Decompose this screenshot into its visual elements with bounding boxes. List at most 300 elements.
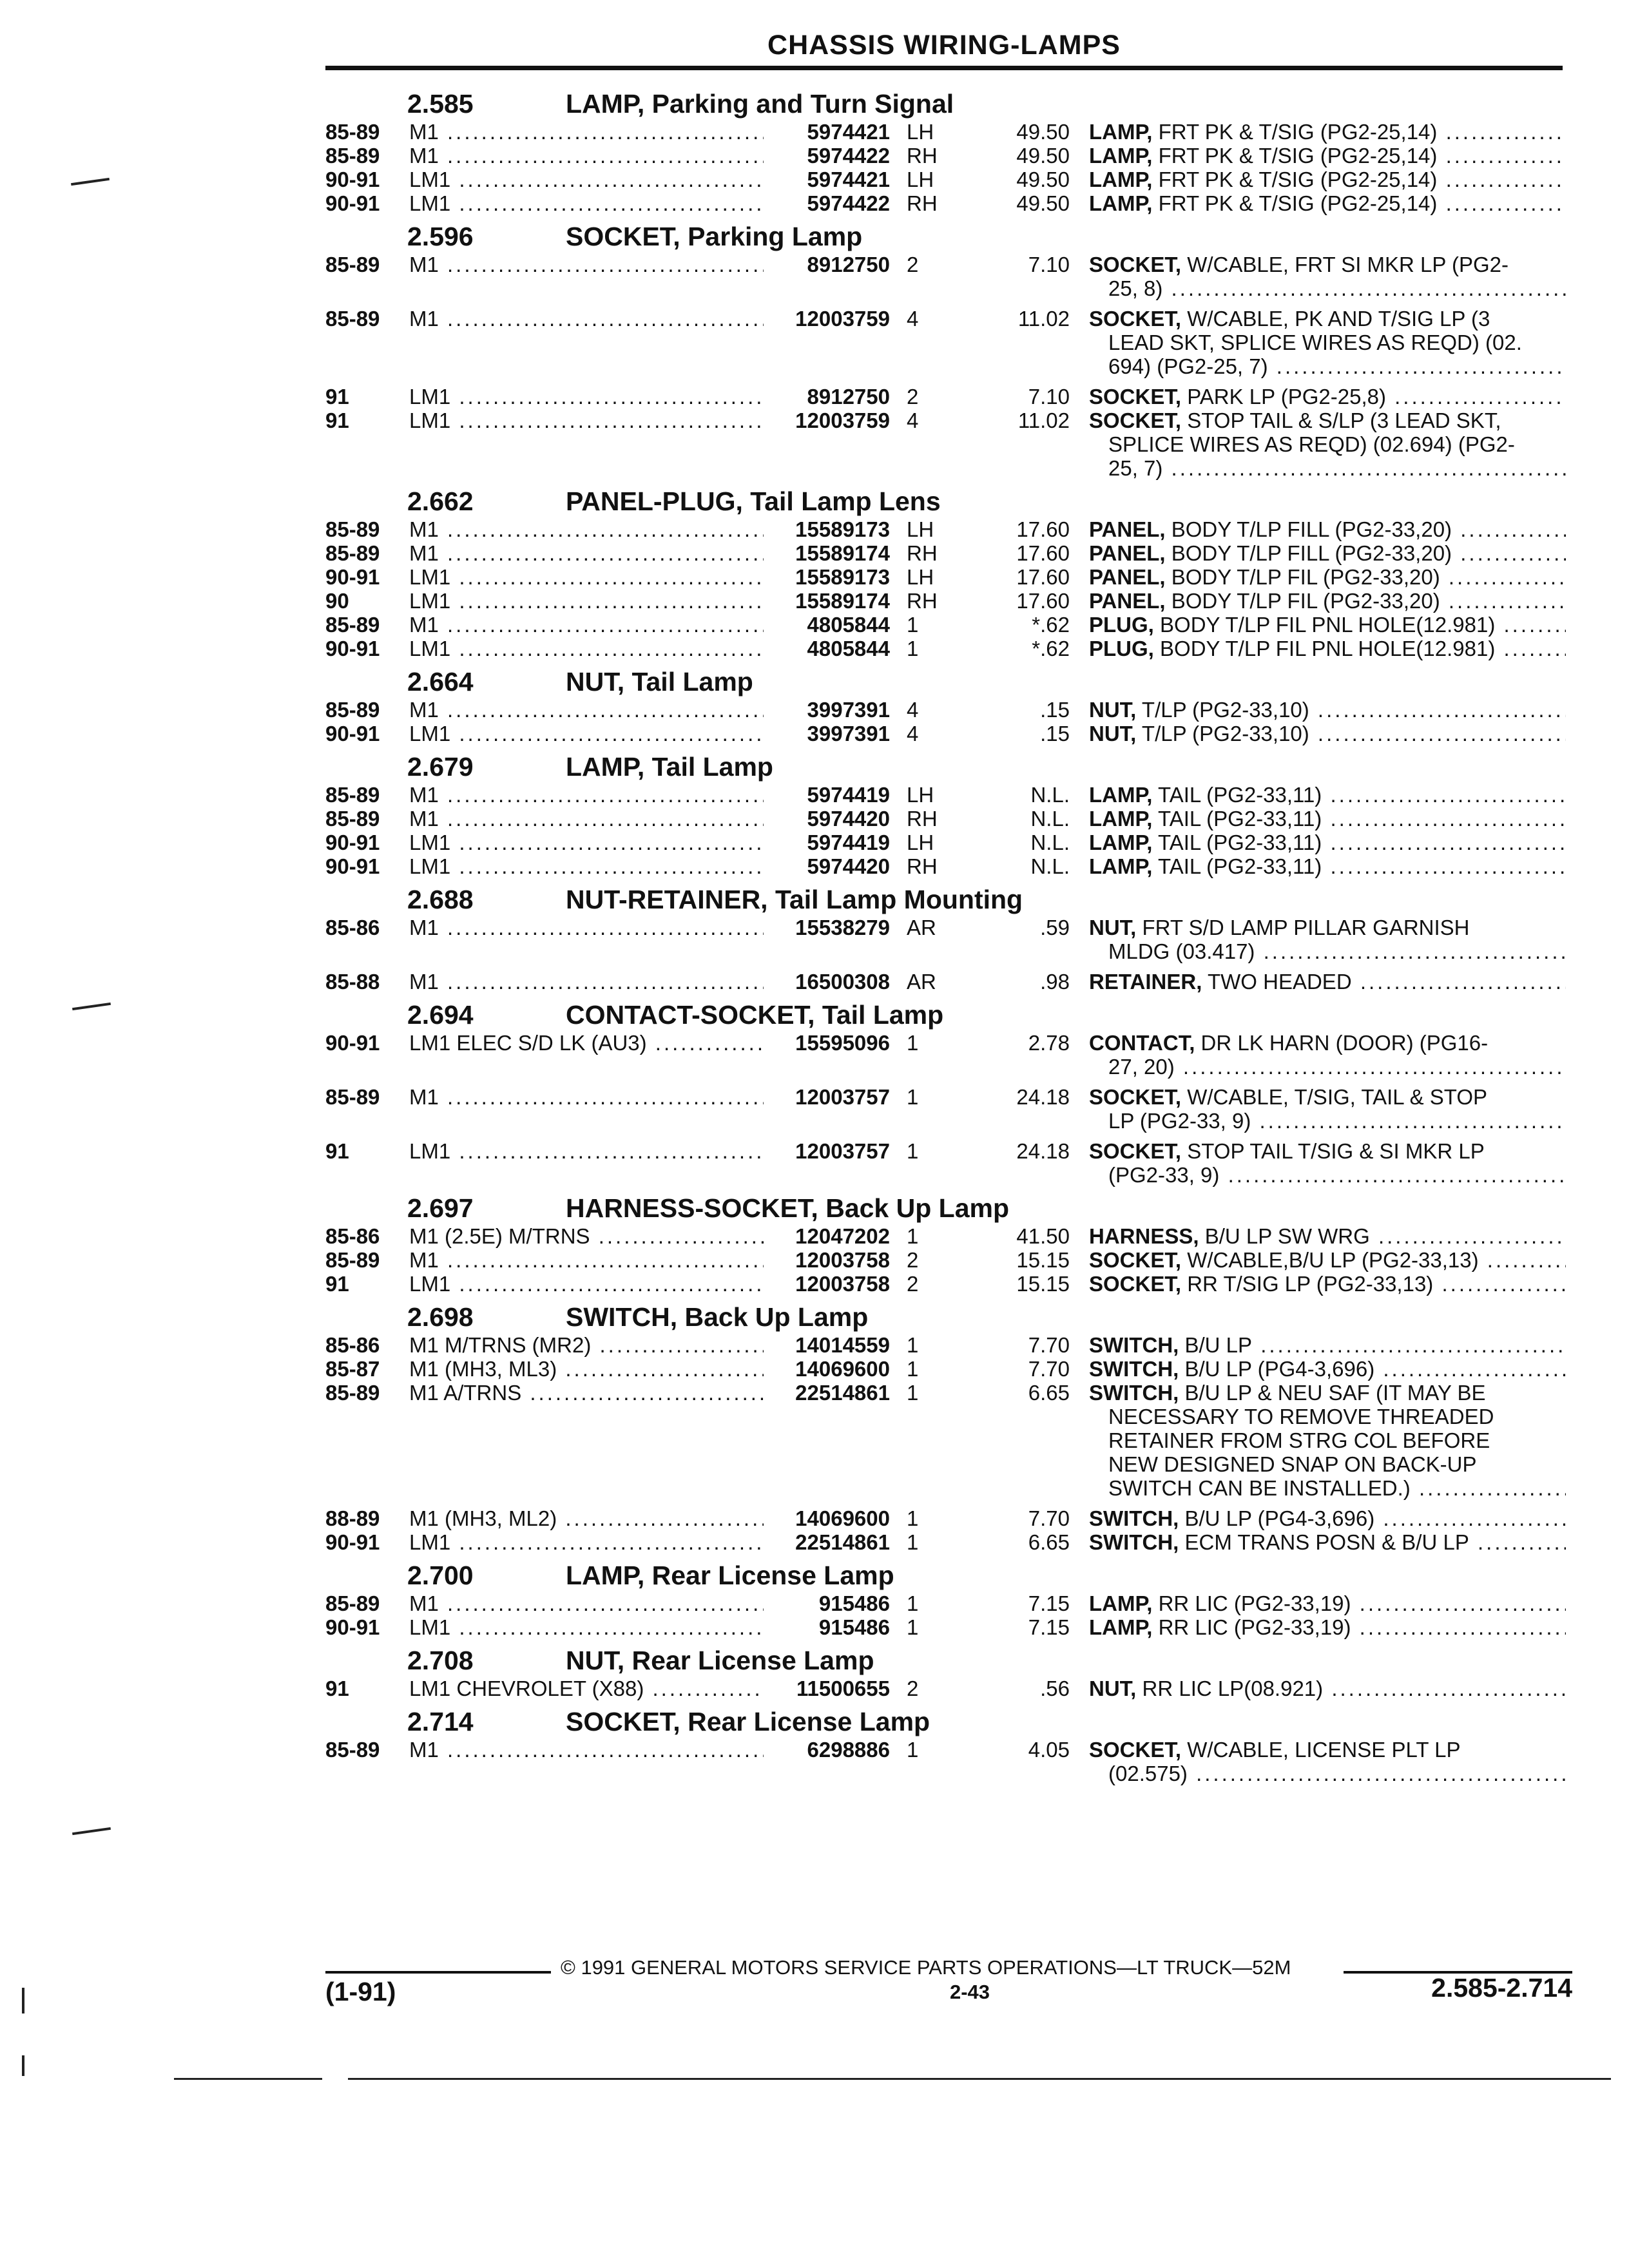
price: 17.60: [1016, 517, 1070, 541]
description-line: [1089, 807, 1566, 831]
quantity: 1: [907, 1615, 919, 1639]
price: 15.15: [1016, 1272, 1070, 1296]
description-line: [1089, 276, 1566, 300]
description: [1089, 1381, 1566, 1500]
description-keyword: SWITCH,: [1089, 1506, 1179, 1530]
model-year: 90-91: [325, 1031, 380, 1055]
description: [1089, 1139, 1566, 1187]
description-line: [1089, 722, 1566, 745]
part-number: 12003759: [795, 408, 890, 432]
description-line: [1089, 517, 1566, 541]
model-year: 85-89: [325, 517, 380, 541]
quantity: LH: [907, 120, 934, 144]
quantity: 2: [907, 253, 919, 276]
description-line: [1089, 1357, 1566, 1381]
model-code: M1 .....: [409, 120, 764, 144]
description-line: [1089, 432, 1566, 456]
description-line: [1089, 854, 1566, 878]
description-line: [1089, 456, 1566, 480]
description-text: W/CABLE, FRT SI MKR LP (PG2-: [1187, 253, 1509, 276]
price: 4.05: [1028, 1738, 1070, 1762]
description-keyword: PLUG,: [1089, 613, 1154, 637]
model-code: M1 (MH3, ML3) .....: [409, 1357, 764, 1381]
section-header: [325, 1646, 1569, 1677]
quantity: LH: [907, 168, 934, 191]
description-text: FRT PK & T/SIG (PG2-25,14): [1158, 144, 1438, 168]
price: 7.10: [1028, 385, 1070, 408]
description-line: [1089, 565, 1566, 589]
description-keyword: LAMP,: [1089, 1615, 1153, 1639]
description-text: B/U LP (PG4-3,696): [1184, 1506, 1375, 1530]
price: 7.70: [1028, 1506, 1070, 1530]
price: N.L.: [1030, 783, 1070, 807]
description-keyword: LAMP,: [1089, 1591, 1153, 1615]
description: [1089, 831, 1566, 854]
part-number: 12003758: [795, 1272, 890, 1296]
table-row: [325, 191, 1569, 215]
description-keyword: PANEL,: [1089, 565, 1166, 589]
model-year: 85-89: [325, 541, 380, 565]
description-keyword: HARNESS,: [1089, 1224, 1199, 1248]
model-year: 90-91: [325, 565, 380, 589]
description-text: 694) (PG2-25, 7): [1108, 354, 1268, 378]
table-row: [325, 722, 1569, 745]
model-code: M1 .....: [409, 916, 764, 939]
description-keyword: NUT,: [1089, 698, 1137, 722]
part-number: 14069600: [795, 1506, 890, 1530]
description-text: B/U LP (PG4-3,696): [1184, 1357, 1375, 1381]
description-text: BODY T/LP FILL (PG2-33,20): [1171, 541, 1452, 565]
table-row: [325, 1530, 1569, 1554]
part-number: 915486: [818, 1615, 890, 1639]
description-text: FRT S/D LAMP PILLAR GARNISH: [1142, 916, 1470, 939]
description: [1089, 1357, 1566, 1381]
part-number: 3997391: [807, 698, 890, 722]
description-line: [1089, 1248, 1566, 1272]
table-row: [325, 120, 1569, 144]
description-line: [1089, 253, 1566, 276]
description-line: [1089, 1055, 1566, 1079]
table-row: [325, 1738, 1569, 1785]
description: [1089, 854, 1566, 878]
description-text: W/CABLE, LICENSE PLT LP: [1187, 1738, 1461, 1762]
section-header: [325, 1561, 1569, 1591]
part-number: 5974421: [807, 168, 890, 191]
description-line: [1089, 1163, 1566, 1187]
section-title: NUT-RETAINER, Tail Lamp Mounting: [566, 885, 1023, 914]
description-text: BODY T/LP FIL PNL HOLE(12.981): [1160, 613, 1496, 637]
description-keyword: SWITCH,: [1089, 1333, 1179, 1357]
description: [1089, 916, 1566, 963]
model-code: LM1 .....: [409, 1272, 764, 1296]
quantity: 1: [907, 637, 919, 660]
model-year: 90-91: [325, 191, 380, 215]
part-number: 15589174: [795, 541, 890, 565]
section-title: NUT, Rear License Lamp: [566, 1646, 874, 1675]
section-number: 2.688: [407, 885, 474, 914]
price: 11.02: [1017, 408, 1070, 432]
description: [1089, 385, 1566, 408]
description-line: [1089, 1405, 1566, 1428]
model-code: M1 .....: [409, 517, 764, 541]
description-line: [1089, 970, 1566, 994]
description-keyword: LAMP,: [1089, 783, 1153, 807]
model-year: 85-86: [325, 1333, 380, 1357]
table-row: [325, 385, 1569, 408]
quantity: 4: [907, 408, 919, 432]
table-row: [325, 854, 1569, 878]
section-number: 2.714: [407, 1707, 474, 1736]
table-row: [325, 613, 1569, 637]
description: [1089, 408, 1566, 480]
description: [1089, 1248, 1566, 1272]
description-text: (02.575): [1108, 1762, 1188, 1785]
part-number: 5974419: [807, 783, 890, 807]
quantity: 2: [907, 1272, 919, 1296]
price: .15: [1040, 722, 1070, 745]
model-year: 85-86: [325, 916, 380, 939]
model-year: 85-89: [325, 613, 380, 637]
price: 49.50: [1016, 191, 1070, 215]
description-keyword: LAMP,: [1089, 120, 1153, 144]
description-keyword: SOCKET,: [1089, 1139, 1182, 1163]
description-text: DR LK HARN (DOOR) (PG16-: [1200, 1031, 1489, 1055]
model-code: LM1 ELEC S/D LK (AU3) .....: [409, 1031, 764, 1055]
quantity: 1: [907, 1591, 919, 1615]
price: .56: [1040, 1677, 1070, 1700]
part-number: 12003757: [795, 1139, 890, 1163]
model-year: 85-89: [325, 807, 380, 831]
model-code: LM1 .....: [409, 637, 764, 660]
scan-mark: [71, 178, 110, 186]
description-line: [1089, 698, 1566, 722]
section-number: 2.664: [407, 667, 474, 697]
price: 7.15: [1028, 1591, 1070, 1615]
description-text: B/U LP & NEU SAF (IT MAY BE: [1184, 1381, 1486, 1405]
quantity: 1: [907, 1224, 919, 1248]
description-keyword: SOCKET,: [1089, 1738, 1182, 1762]
description-text: RR T/SIG LP (PG2-33,13): [1187, 1272, 1434, 1296]
model-code: LM1 .....: [409, 1615, 764, 1639]
table-row: [325, 831, 1569, 854]
quantity: 1: [907, 1333, 919, 1357]
quantity: LH: [907, 831, 934, 854]
price: 7.15: [1028, 1615, 1070, 1639]
description-keyword: CONTACT,: [1089, 1031, 1195, 1055]
description-text: BODY T/LP FIL (PG2-33,20): [1171, 589, 1440, 613]
table-row: [325, 307, 1569, 378]
section-title: SOCKET, Parking Lamp: [566, 222, 863, 251]
model-year: 91: [325, 1677, 349, 1700]
description-keyword: RETAINER,: [1089, 970, 1202, 994]
description: [1089, 120, 1566, 144]
description-text: FRT PK & T/SIG (PG2-25,14): [1158, 168, 1438, 191]
model-year: 85-87: [325, 1357, 380, 1381]
table-row: [325, 970, 1569, 994]
section-header: [325, 222, 1569, 253]
description-keyword: SOCKET,: [1089, 307, 1182, 331]
description-line: [1089, 1738, 1566, 1762]
description-line: [1089, 831, 1566, 854]
description-line: [1089, 1591, 1566, 1615]
description-line: [1089, 1031, 1566, 1055]
scan-mark: [72, 1827, 111, 1835]
description-text: BODY T/LP FIL PNL HOLE(12.981): [1160, 637, 1496, 660]
model-year: 90-91: [325, 1530, 380, 1554]
description-text: 25, 7): [1108, 456, 1163, 480]
price: 15.15: [1016, 1248, 1070, 1272]
quantity: LH: [907, 783, 934, 807]
description: [1089, 1031, 1566, 1079]
model-year: 90-91: [325, 168, 380, 191]
price: .15: [1040, 698, 1070, 722]
price: 11.02: [1017, 307, 1070, 331]
section-number: 2.694: [407, 1000, 474, 1030]
description: [1089, 637, 1566, 660]
section-header: [325, 89, 1569, 120]
part-number: 12003757: [795, 1085, 890, 1109]
model-year: 85-89: [325, 1381, 380, 1405]
model-code: LM1 .....: [409, 831, 764, 854]
description-keyword: SWITCH,: [1089, 1381, 1179, 1405]
model-code: LM1 .....: [409, 565, 764, 589]
section-title: HARNESS-SOCKET, Back Up Lamp: [566, 1193, 1010, 1223]
section-title: LAMP, Rear License Lamp: [566, 1561, 894, 1590]
description: [1089, 722, 1566, 745]
description-text: BODY T/LP FIL (PG2-33,20): [1171, 565, 1440, 589]
description-text: T/LP (PG2-33,10): [1141, 722, 1309, 745]
part-number: 16500308: [795, 970, 890, 994]
part-number: 12003758: [795, 1248, 890, 1272]
model-code: M1 .....: [409, 613, 764, 637]
part-number: 22514861: [795, 1530, 890, 1554]
description-keyword: LAMP,: [1089, 191, 1153, 215]
description-text: STOP TAIL & S/LP (3 LEAD SKT,: [1187, 408, 1501, 432]
table-row: [325, 783, 1569, 807]
part-number: 15589173: [795, 565, 890, 589]
description-line: [1089, 1085, 1566, 1109]
quantity: AR: [907, 970, 936, 994]
section-number: 2.708: [407, 1646, 474, 1675]
model-year: 85-89: [325, 120, 380, 144]
scan-mark: [22, 2055, 24, 2076]
model-year: 88-89: [325, 1506, 380, 1530]
description-keyword: SOCKET,: [1089, 385, 1182, 408]
description-line: [1089, 637, 1566, 660]
part-number: 915486: [818, 1591, 890, 1615]
description-text: SWITCH CAN BE INSTALLED.): [1108, 1476, 1411, 1500]
part-number: 14014559: [795, 1333, 890, 1357]
description-text: TAIL (PG2-33,11): [1157, 831, 1322, 854]
footer-section-range: 2.585-2.714: [1431, 1973, 1572, 2003]
model-year: 91: [325, 1139, 349, 1163]
description-text: TWO HEADED: [1207, 970, 1352, 994]
quantity: LH: [907, 517, 934, 541]
part-number: 15589173: [795, 517, 890, 541]
part-number: 8912750: [807, 253, 890, 276]
description-line: [1089, 916, 1566, 939]
price: 17.60: [1016, 589, 1070, 613]
quantity: 4: [907, 307, 919, 331]
section-number: 2.698: [407, 1302, 474, 1332]
model-year: 85-89: [325, 1738, 380, 1762]
part-number: 5974422: [807, 144, 890, 168]
quantity: RH: [907, 807, 938, 831]
section-number: 2.596: [407, 222, 474, 251]
description-line: [1089, 1139, 1566, 1163]
description-keyword: NUT,: [1089, 722, 1137, 745]
model-code: M1 .....: [409, 1591, 764, 1615]
description-line: [1089, 1381, 1566, 1405]
table-row: [325, 541, 1569, 565]
price: 6.65: [1028, 1381, 1070, 1405]
part-number: 14069600: [795, 1357, 890, 1381]
table-row: [325, 168, 1569, 191]
table-row: [325, 517, 1569, 541]
table-row: [325, 1031, 1569, 1079]
model-code: M1 .....: [409, 1248, 764, 1272]
part-number: 3997391: [807, 722, 890, 745]
description-keyword: PLUG,: [1089, 637, 1154, 660]
description-text: LEAD SKT, SPLICE WIRES AS REQD) (02.: [1108, 331, 1522, 354]
model-year: 85-89: [325, 1591, 380, 1615]
description-text: PARK LP (PG2-25,8): [1187, 385, 1386, 408]
model-code: LM1 .....: [409, 168, 764, 191]
description-text: W/CABLE, PK AND T/SIG LP (3: [1187, 307, 1490, 331]
model-year: 90-91: [325, 831, 380, 854]
description: [1089, 1272, 1566, 1296]
part-number: 22514861: [795, 1381, 890, 1405]
part-number: 15595096: [795, 1031, 890, 1055]
description-keyword: PANEL,: [1089, 517, 1166, 541]
description-text: TAIL (PG2-33,11): [1157, 807, 1322, 831]
description: [1089, 970, 1566, 994]
model-code: LM1 CHEVROLET (X88) .....: [409, 1677, 764, 1700]
description: [1089, 1677, 1566, 1700]
quantity: 1: [907, 1357, 919, 1381]
description: [1089, 1333, 1566, 1357]
section-title: CONTACT-SOCKET, Tail Lamp: [566, 1000, 944, 1030]
part-number: 5974421: [807, 120, 890, 144]
quantity: 1: [907, 613, 919, 637]
price: N.L.: [1030, 854, 1070, 878]
price: 6.65: [1028, 1530, 1070, 1554]
price: .59: [1040, 916, 1070, 939]
description-line: [1089, 1272, 1566, 1296]
description: [1089, 1591, 1566, 1615]
model-code: LM1 .....: [409, 854, 764, 878]
model-year: 90-91: [325, 637, 380, 660]
section-header: [325, 752, 1569, 783]
part-number: 5974420: [807, 807, 890, 831]
table-row: [325, 1139, 1569, 1187]
description-text: B/U LP: [1184, 1333, 1253, 1357]
description: [1089, 613, 1566, 637]
table-row: [325, 1272, 1569, 1296]
footer-page-number: 2-43: [949, 1981, 990, 2003]
price: *.62: [1032, 613, 1070, 637]
scan-mark: [174, 2078, 322, 2080]
quantity: 1: [907, 1530, 919, 1554]
description: [1089, 1224, 1566, 1248]
description-text: ECM TRANS POSN & B/U LP: [1184, 1530, 1469, 1554]
price: 17.60: [1016, 565, 1070, 589]
description-text: 27, 20): [1108, 1055, 1175, 1079]
quantity: RH: [907, 854, 938, 878]
part-number: 11500655: [796, 1677, 890, 1700]
section-title: SOCKET, Rear License Lamp: [566, 1707, 930, 1736]
description-line: [1089, 1428, 1566, 1452]
quantity: 1: [907, 1381, 919, 1405]
section-title: LAMP, Parking and Turn Signal: [566, 89, 954, 119]
table-row: [325, 1506, 1569, 1530]
part-number: 5974420: [807, 854, 890, 878]
description-text: FRT PK & T/SIG (PG2-25,14): [1158, 191, 1438, 215]
scan-mark: [72, 1003, 111, 1010]
price: 24.18: [1016, 1139, 1070, 1163]
description-line: [1089, 1615, 1566, 1639]
table-row: [325, 807, 1569, 831]
table-row: [325, 637, 1569, 660]
description-text: MLDG (03.417): [1108, 939, 1255, 963]
description-line: [1089, 307, 1566, 331]
table-row: [325, 408, 1569, 480]
table-row: [325, 1224, 1569, 1248]
table-row: [325, 1677, 1569, 1700]
quantity: 4: [907, 722, 919, 745]
part-number: 15589174: [795, 589, 890, 613]
model-code: LM1 .....: [409, 1530, 764, 1554]
description-text: STOP TAIL T/SIG & SI MKR LP: [1187, 1139, 1485, 1163]
section-number: 2.662: [407, 486, 474, 516]
price: N.L.: [1030, 831, 1070, 854]
model-code: LM1 .....: [409, 1139, 764, 1163]
description-line: [1089, 120, 1566, 144]
price: 24.18: [1016, 1085, 1070, 1109]
description-keyword: LAMP,: [1089, 144, 1153, 168]
model-code: M1 .....: [409, 144, 764, 168]
model-year: 85-89: [325, 253, 380, 276]
page-header: [325, 27, 1563, 70]
quantity: LH: [907, 565, 934, 589]
description: [1089, 589, 1566, 613]
quantity: 1: [907, 1506, 919, 1530]
model-code: LM1 .....: [409, 589, 764, 613]
part-number: 5974419: [807, 831, 890, 854]
quantity: 1: [907, 1139, 919, 1163]
description-text: LP (PG2-33, 9): [1108, 1109, 1251, 1133]
table-row: [325, 1591, 1569, 1615]
description-line: [1089, 191, 1566, 215]
part-number: 6298886: [807, 1738, 890, 1762]
description: [1089, 168, 1566, 191]
description-keyword: SWITCH,: [1089, 1357, 1179, 1381]
description-line: [1089, 385, 1566, 408]
description-line: [1089, 1762, 1566, 1785]
part-number: 4805844: [807, 613, 890, 637]
section-header: [325, 1707, 1569, 1738]
description-text: RETAINER FROM STRG COL BEFORE: [1108, 1428, 1490, 1452]
page-title: CHASSIS WIRING-LAMPS: [767, 30, 1121, 61]
model-code: M1 .....: [409, 783, 764, 807]
table-row: [325, 1615, 1569, 1639]
description-keyword: LAMP,: [1089, 854, 1153, 878]
description-keyword: SWITCH,: [1089, 1530, 1179, 1554]
footer-copyright: © 1991 GENERAL MOTORS SERVICE PARTS OPERATIONS—LT TRUCK—52M: [561, 1956, 1291, 1979]
price: 49.50: [1016, 144, 1070, 168]
table-row: [325, 698, 1569, 722]
description: [1089, 307, 1566, 378]
